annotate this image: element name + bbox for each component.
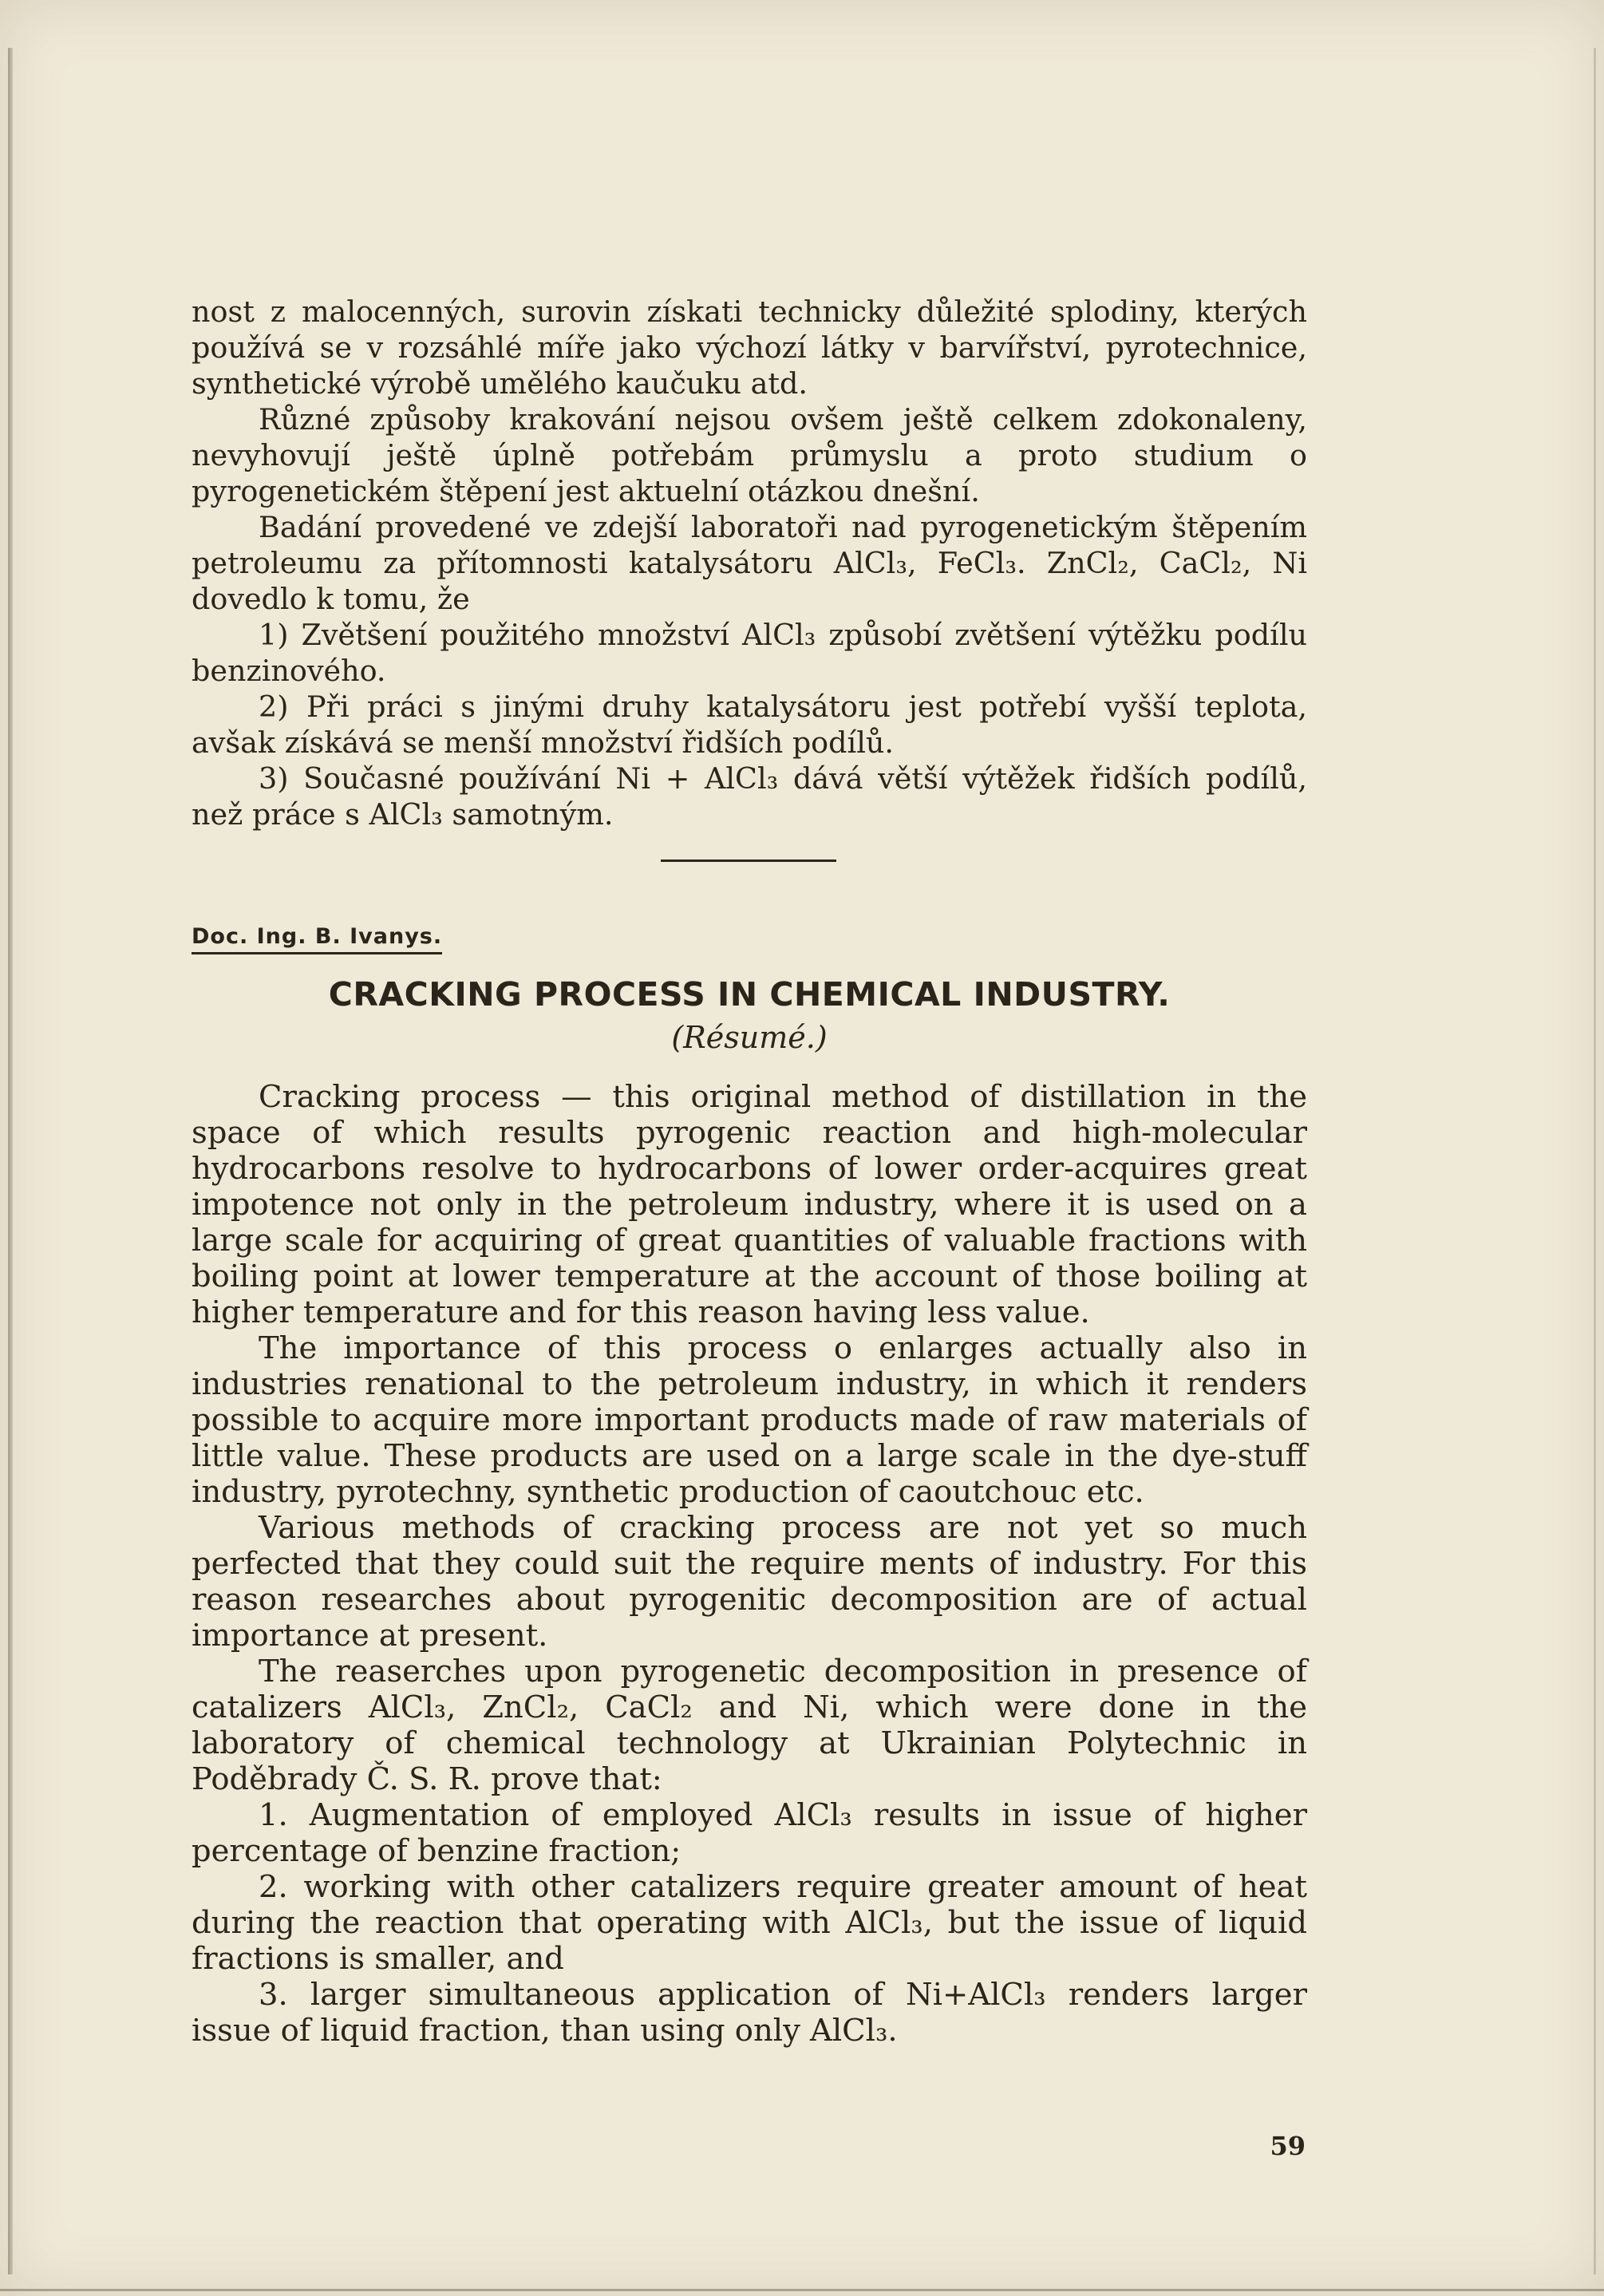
english-list-item: 1. Augmentation of employed AlCl₃ results in issue of higher percentage of benzine fraction; [192,1797,1307,1869]
section-divider [661,860,836,862]
right-edge [1594,48,1596,2274]
czech-paragraph: Různé způsoby krakování nejsou ovšem ještě celkem zdokonaleny, nevyhovují ještě úplně potřebám průmyslu a proto studium o pyrogenetickém štěpení jest aktuelní otázkou dnešní. [192,402,1307,508]
binding-edge [8,48,13,2274]
english-list-item: 3. larger simultaneous application of Ni+AlCl₃ renders larger issue of liquid fraction, than using only AlCl₃. [192,1977,1307,2049]
czech-list-item: 2) Při práci s jinými druhy katalysátoru jest potřebí vyšší teplota, avšak získává se menší množství řidších podílů. [192,690,1307,760]
article-title: CRACKING PROCESS IN CHEMICAL INDUSTRY. [328,975,1171,1014]
english-paragraph: Cracking process — this original method of distillation in the space of which results pyrogenic reaction and high-molecular hydrocarbons resolve to hydrocarbons of lower order-acquires great impotence not only in the petroleum industry, where it is used on a large scale for acquiring of great quantities of valuable fractions with boiling point at lower temperature at the account of those boiling at higher temperature and for this reason having less value. [192,1079,1307,1330]
english-list-item: 2. working with other catalizers require greater amount of heat during the reaction that operating with AlCl₃, but the issue of liquid fractions is smaller, and [192,1869,1307,1977]
czech-list-item: 1) Zvětšení použitého množství AlCl₃ způsobí zvětšení výtěžku podílu benzinového. [192,618,1307,688]
bottom-edge [0,2289,1604,2291]
czech-paragraph: Badání provedené ve zdejší laboratoři nad pyrogenetickým štěpením petroleumu za přítomnosti katalysátoru AlCl₃, FeCl₃. ZnCl₂, CaCl₂, Ni dovedlo k tomu, že [192,510,1307,616]
article-subtitle: (Résumé.) [671,1020,828,1055]
english-paragraph: Various methods of cracking process are not yet so much perfected that they could suit the require ments of industry. For this reason researches about pyrogenitic decomposition are of actual importance at present. [192,1510,1307,1654]
page-number: 59 [1270,2131,1306,2161]
author-name: Doc. Ing. B. Ivanys. [192,924,442,954]
czech-list-item: 3) Současné používání Ni + AlCl₃ dává větší výtěžek řidších podílů, než práce s AlCl₃ samotným. [192,761,1307,832]
czech-section [192,294,1307,832]
english-section [192,1079,1307,2049]
czech-paragraph: nost z malocenných, surovin získati technicky důležité splodiny, kterých používá se v rozsáhlé míře jako výchozí látky v barvířství, pyrotechnice, synthetické výrobě umělého kaučuku atd. [192,294,1307,401]
english-paragraph: The importance of this process o enlarges actually also in industries renational to the petroleum industry, in which it renders possible to acquire more important products made of raw materials of little value. These products are used on a large scale in the dye-stuff industry, pyrotechny, synthetic production of caoutchouc etc. [192,1330,1307,1510]
page-content [192,294,1307,2049]
english-paragraph: The reaserches upon pyrogenetic decomposition in presence of catalizers AlCl₃, ZnCl₂, CaCl₂ and Ni, which were done in the laboratory of chemical technology at Ukrainian Polytechnic in Poděbrady Č. S. R. prove that: [192,1654,1307,1797]
